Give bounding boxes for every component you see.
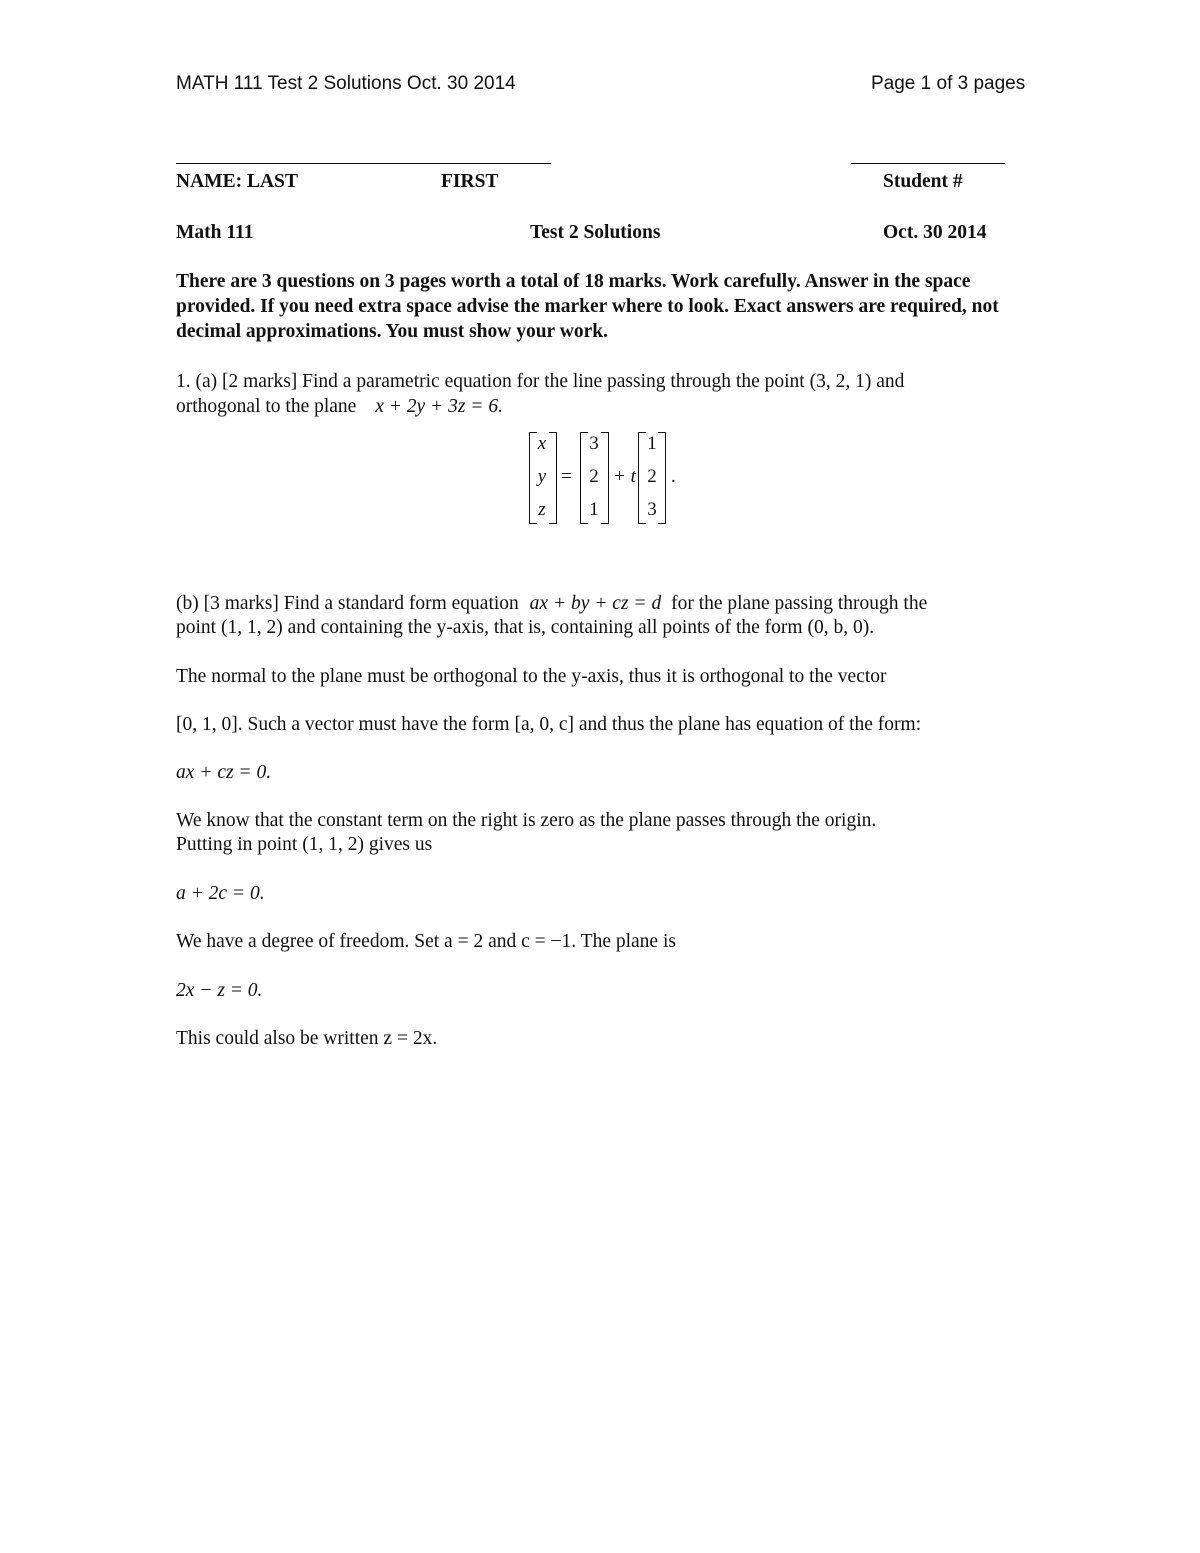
answer-para-4: We have a degree of freedom. Set a = 2 and c = −1. The plane is (176, 931, 676, 952)
answer-para-3: We know that the constant term on the right is zero as the plane passes through the origin. (176, 810, 877, 831)
point-y: 2 (589, 466, 599, 487)
direction-y: 2 (647, 466, 657, 487)
q1b-line1-suffix: for the plane passing through the (671, 593, 928, 614)
lhs-x: x (537, 433, 547, 454)
equals-sign: = (561, 466, 572, 487)
student-number-line (851, 163, 1005, 164)
test-date: Oct. 30 2014 (883, 222, 987, 243)
answer-para-1: The normal to the plane must be orthogonal to the y-axis, thus it is orthogonal to the vector (176, 666, 887, 687)
q1a-line2 (176, 394, 503, 419)
instructions: There are 3 questions on 3 pages worth a total of 18 marks. Work carefully. Answer in the space provided. If you need extra space advise the marker where to look. Exact answers are required, not decimal approximations. You must show your work. (176, 271, 999, 342)
direction-x: 1 (647, 433, 657, 454)
answer-para-2: [0, 1, 0]. Such a vector must have the form [a, 0, c] and thus the plane has equation of the form: (176, 714, 922, 735)
student-number-label: Student # (883, 171, 963, 192)
answer-para-3b: Putting in point (1, 1, 2) gives us (176, 834, 433, 855)
answer-equation-3: 2x − z = 0. (176, 980, 263, 1001)
standard-form-equation: ax + by + cz = d (529, 593, 662, 614)
answer-equation-1: ax + cz = 0. (176, 762, 272, 783)
point-x: 3 (589, 433, 599, 454)
plane-equation: x + 2y + 3z = 6. (375, 396, 503, 417)
direction-z: 3 (647, 499, 657, 520)
q1b-line1 (176, 591, 927, 616)
first-label: FIRST (441, 171, 499, 192)
q1a-line2-text: orthogonal to the plane (176, 396, 357, 417)
course-label: Math 111 (176, 222, 254, 243)
test-title: Test 2 Solutions (530, 222, 661, 243)
q1b-line2: point (1, 1, 2) and containing the y-axis, that is, containing all points of the form (0, b, 0). (176, 617, 875, 638)
point-z: 1 (589, 499, 599, 520)
running-header: MATH 111 Test 2 Solutions Oct. 30 2014 (176, 73, 516, 94)
lhs-z: z (538, 499, 546, 520)
plus-t: + t (613, 466, 636, 487)
lhs-y: y (537, 466, 547, 487)
answer-para-5: This could also be written z = 2x. (176, 1028, 438, 1049)
matrix-period: . (671, 466, 676, 487)
name-last-label: NAME: LAST (176, 171, 298, 192)
name-line (176, 163, 551, 164)
page-number: Page 1 of 3 pages (871, 73, 1026, 94)
answer-equation-2: a + 2c = 0. (176, 883, 265, 904)
q1b-line1-prefix: (b) [3 marks] Find a standard form equation (176, 593, 519, 614)
q1a-line1: 1. (a) [2 marks] Find a parametric equation for the line passing through the point (3, 2, 1) and (176, 371, 905, 392)
